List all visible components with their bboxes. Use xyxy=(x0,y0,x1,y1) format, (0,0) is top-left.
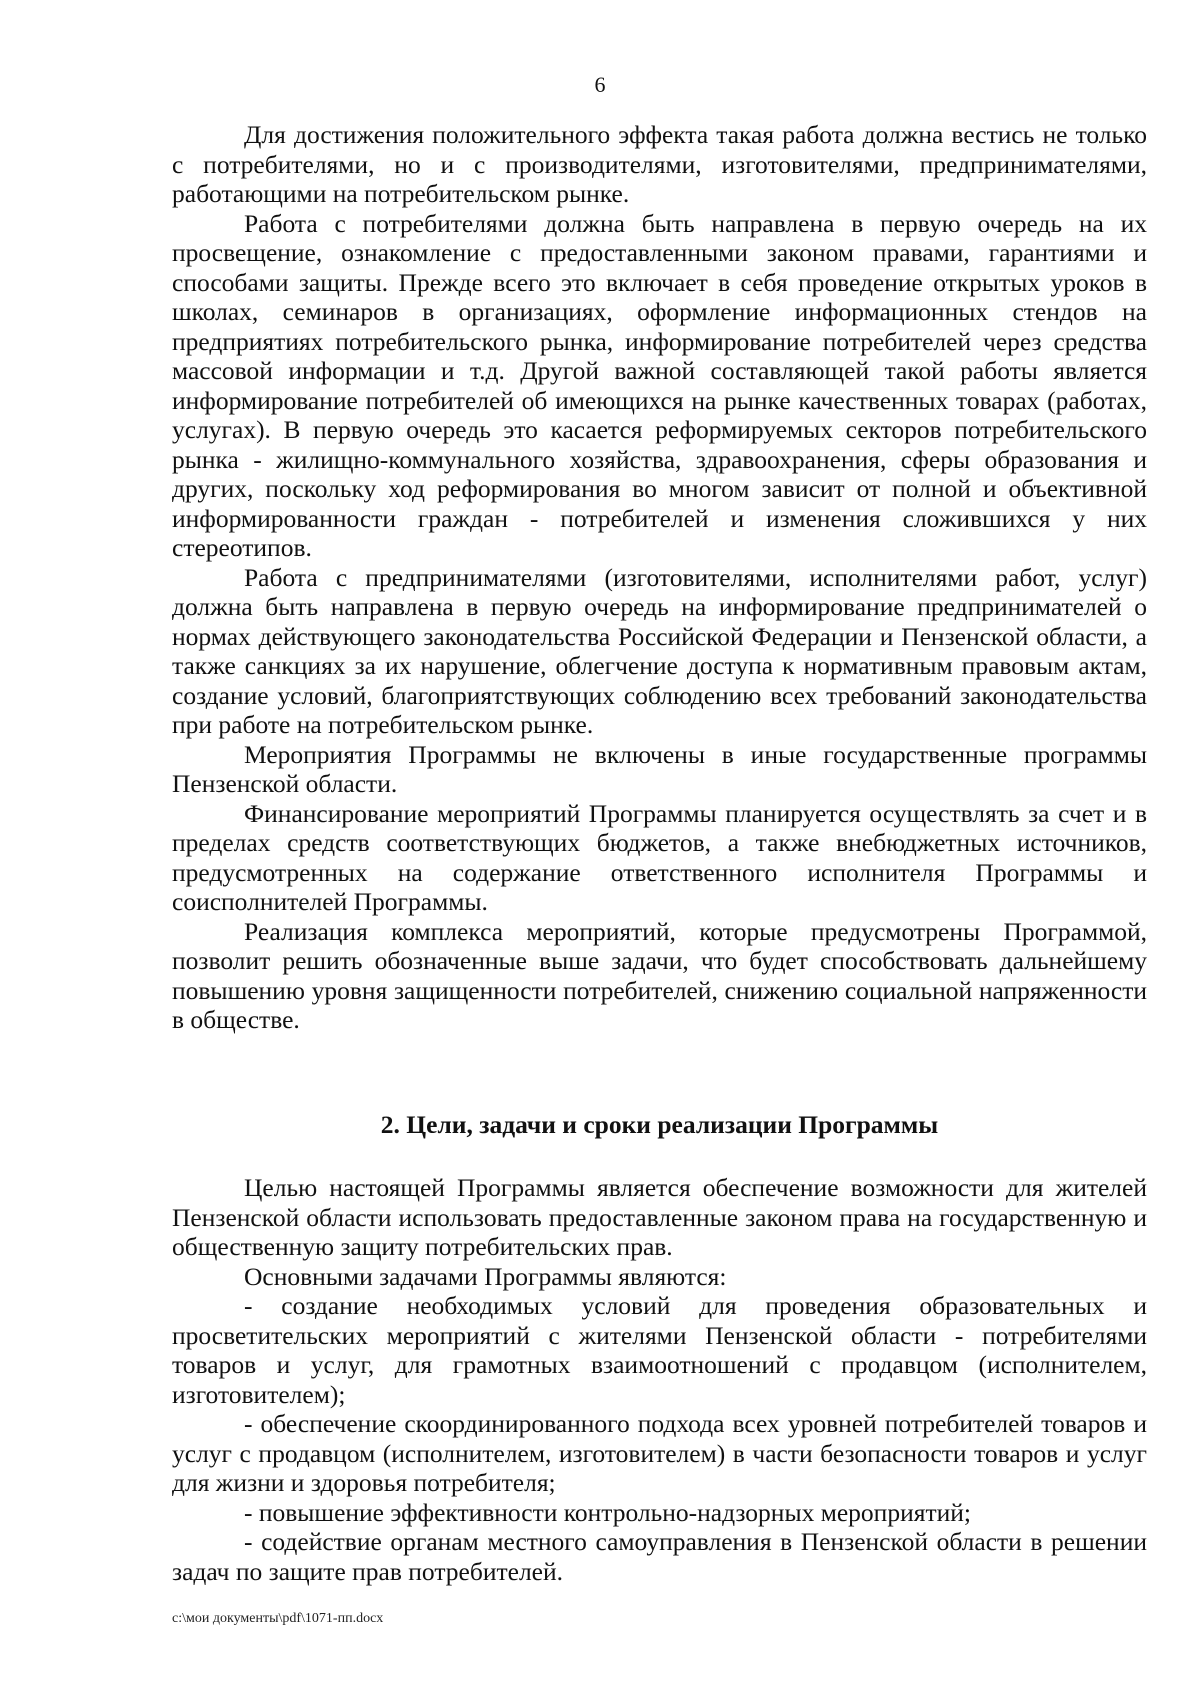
paragraph: Для достижения положительного эффекта такая работа должна вестись не только с потребителями, но и с производителями, изготовителями, предпринимателями, работающими на потребительском рынке. xyxy=(172,120,1147,208)
section-heading: 2. Цели, задачи и сроки реализации Программы xyxy=(380,1110,939,1139)
paragraph: Реализация комплекса мероприятий, которые предусмотрены Программой, позволит решить обозначенные выше задачи, что будет способствовать дальнейшему повышению уровня защищенности потребителей, снижению социальной напряженности в обществе. xyxy=(172,916,1147,1034)
list-item: - повышение эффективности контрольно-надзорных мероприятий; xyxy=(244,1497,971,1527)
paragraph: Финансирование мероприятий Программы планируется осуществлять за счет и в пределах средств соответствующих бюджетов, а также внебюджетных источников, предусмотренных на содержание ответственного исполнителя Программы и соисполнителей Программы. xyxy=(172,798,1147,916)
footer-file-path: c:\мои документы\pdf\1071-пп.docx xyxy=(172,1611,384,1626)
paragraph: Основными задачами Программы являются: xyxy=(244,1261,727,1291)
paragraph: Работа с потребителями должна быть направлена в первую очередь на их просвещение, ознакомление с предоставленными законом правами, гарантиями и способами защиты. Прежде всего это включает в себя проведение открытых уроков в школах, семинаров в организациях, оформление информационных стендов на предприятиях потребительского рынка, информирование потребителей через средства массовой информации и т.д. Другой важной составляющей такой работы является информирование потребителей об имеющихся на рынке качественных товарах (работах, услугах). В первую очередь это касается реформируемых секторов потребительского рынка - жилищно-коммунального хозяйства, здравоохранения, сферы образования и других, поскольку ход реформирования во многом зависит от полной и объективной информированности граждан - потребителей и изменения сложившихся у них стереотипов. xyxy=(172,208,1147,562)
page-number: 6 xyxy=(594,72,606,97)
goals-text-block xyxy=(172,1173,1147,1586)
paragraph: Мероприятия Программы не включены в иные государственные программы Пензенской области. xyxy=(172,739,1147,798)
intro-text-block xyxy=(172,120,1147,1035)
paragraph: Целью настоящей Программы является обеспечение возможности для жителей Пензенской области использовать предоставленные законом права на государственную и общественную защиту потребительских прав. xyxy=(172,1173,1147,1261)
list-item: - создание необходимых условий для проведения образовательных и просветительских мероприятий с жителями Пензенской области - потребителями товаров и услуг, для грамотных взаимоотношений с продавцом (исполнителем, изготовителем); xyxy=(172,1291,1147,1409)
list-item: - обеспечение скоординированного подхода всех уровней потребителей товаров и услуг с продавцом (исполнителем, изготовителем) в части безопасности товаров и услуг для жизни и здоровья потребителя; xyxy=(172,1409,1147,1497)
list-item: - содействие органам местного самоуправления в Пензенской области в решении задач по защите прав потребителей. xyxy=(172,1527,1147,1586)
paragraph: Работа с предпринимателями (изготовителями, исполнителями работ, услуг) должна быть направлена в первую очередь на информирование предпринимателей о нормах действующего законодательства Российской Федерации и Пензенской области, а также санкциях за их нарушение, облегчение доступа к нормативным правовым актам, создание условий, благоприятствующих соблюдению всех требований законодательства при работе на потребительском рынке. xyxy=(172,562,1147,739)
